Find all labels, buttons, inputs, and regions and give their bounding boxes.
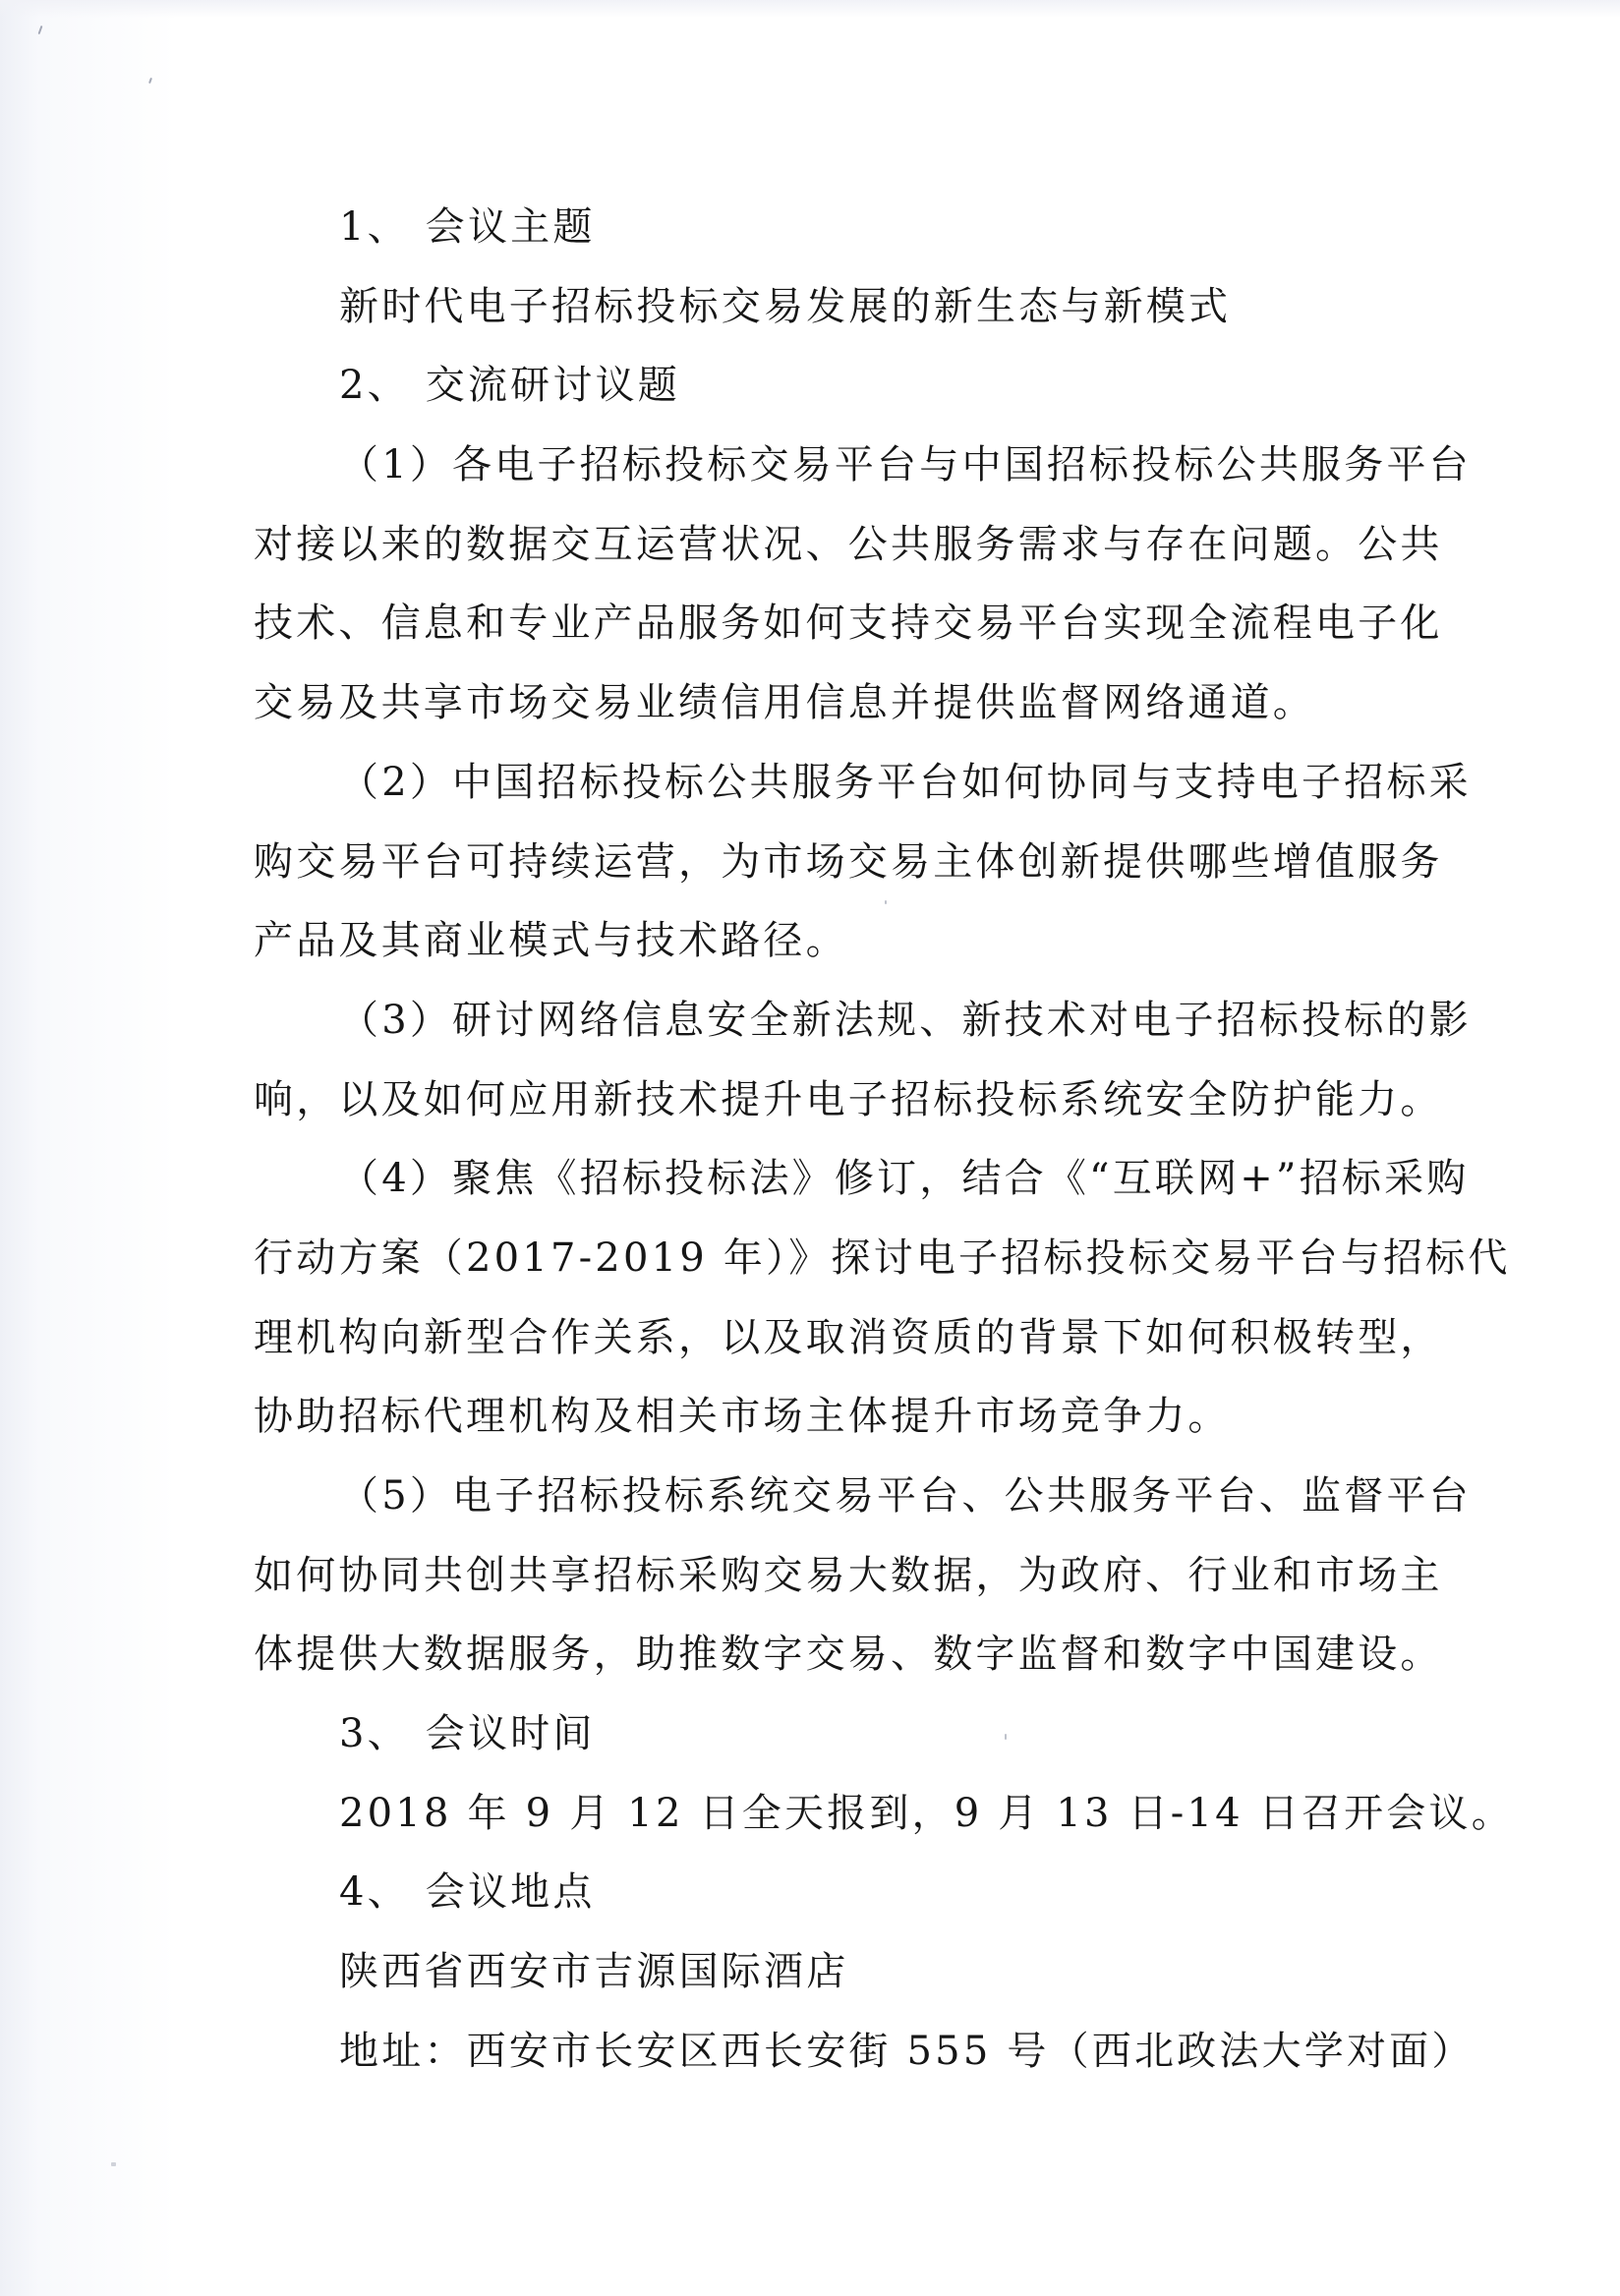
scan-speck <box>148 78 152 84</box>
paragraph-line: 购交易平台可持续运营，为市场交易主体创新提供哪些增值服务 <box>254 838 1443 885</box>
paragraph-line: 行动方案（2017-2019 年）》探讨电子招标投标交易平台与招标代 <box>254 1234 1511 1281</box>
section-heading-venue: 4、 会议地点 <box>339 1869 596 1916</box>
theme-text: 新时代电子招标投标交易发展的新生态与新模式 <box>339 283 1232 329</box>
paragraph-line: （4）聚焦《招标投标法》修订，结合《“互联网+”招标采购 <box>339 1156 1470 1202</box>
paragraph-line: 对接以来的数据交互运营状况、公共服务需求与存在问题。公共 <box>254 521 1443 567</box>
paragraph-line: 交易及共享市场交易业绩信用信息并提供监督网络通道。 <box>254 680 1315 726</box>
paragraph-line: （5）电子招标投标系统交易平台、公共服务平台、监督平台 <box>339 1473 1472 1519</box>
section-heading-theme: 1、 会议主题 <box>339 204 596 250</box>
paragraph-line: （1）各电子招标投标交易平台与中国招标投标公共服务平台 <box>339 442 1472 488</box>
paragraph-line: 如何协同共创共享招标采购交易大数据，为政府、行业和市场主 <box>254 1552 1443 1598</box>
paragraph-line: 协助招标代理机构及相关市场主体提升市场竞争力。 <box>254 1394 1231 1440</box>
section-heading-time: 3、 会议时间 <box>339 1711 596 1757</box>
venue-name: 陕西省西安市吉源国际酒店 <box>339 1949 849 1995</box>
document-body <box>254 188 1514 2092</box>
scan-speck <box>111 2162 116 2166</box>
section-heading-topics: 2、 交流研讨议题 <box>339 363 680 409</box>
scan-speck <box>38 26 43 34</box>
paragraph-line: 响，以及如何应用新技术提升电子招标投标系统安全防护能力。 <box>254 1076 1443 1122</box>
scan-edge-shadow <box>0 0 1620 18</box>
paragraph-line: 理机构向新型合作关系，以及取消资质的背景下如何积极转型， <box>254 1314 1443 1360</box>
meeting-dates: 2018 年 9 月 12 日全天报到，9 月 13 日-14 日召开会议。 <box>339 1790 1514 1836</box>
paragraph-line: 体提供大数据服务，助推数字交易、数字监督和数字中国建设。 <box>254 1632 1443 1678</box>
topic-item-3 <box>254 981 1472 1139</box>
topic-item-2 <box>254 743 1472 981</box>
paragraph-line: （3）研讨网络信息安全新法规、新技术对电子招标投标的影 <box>339 997 1472 1043</box>
paragraph-line: 技术、信息和专业产品服务如何支持交易平台实现全流程电子化 <box>254 601 1443 647</box>
paragraph-line: （2）中国招标投标公共服务平台如何协同与支持电子招标采 <box>339 759 1472 805</box>
topic-item-1 <box>254 426 1472 743</box>
paragraph-line: 产品及其商业模式与技术路径。 <box>254 918 848 964</box>
topic-item-4 <box>254 1139 1511 1457</box>
venue-address: 地址：西安市长安区西长安街 555 号（西北政法大学对面） <box>339 2028 1475 2074</box>
topic-item-5 <box>254 1457 1472 1694</box>
